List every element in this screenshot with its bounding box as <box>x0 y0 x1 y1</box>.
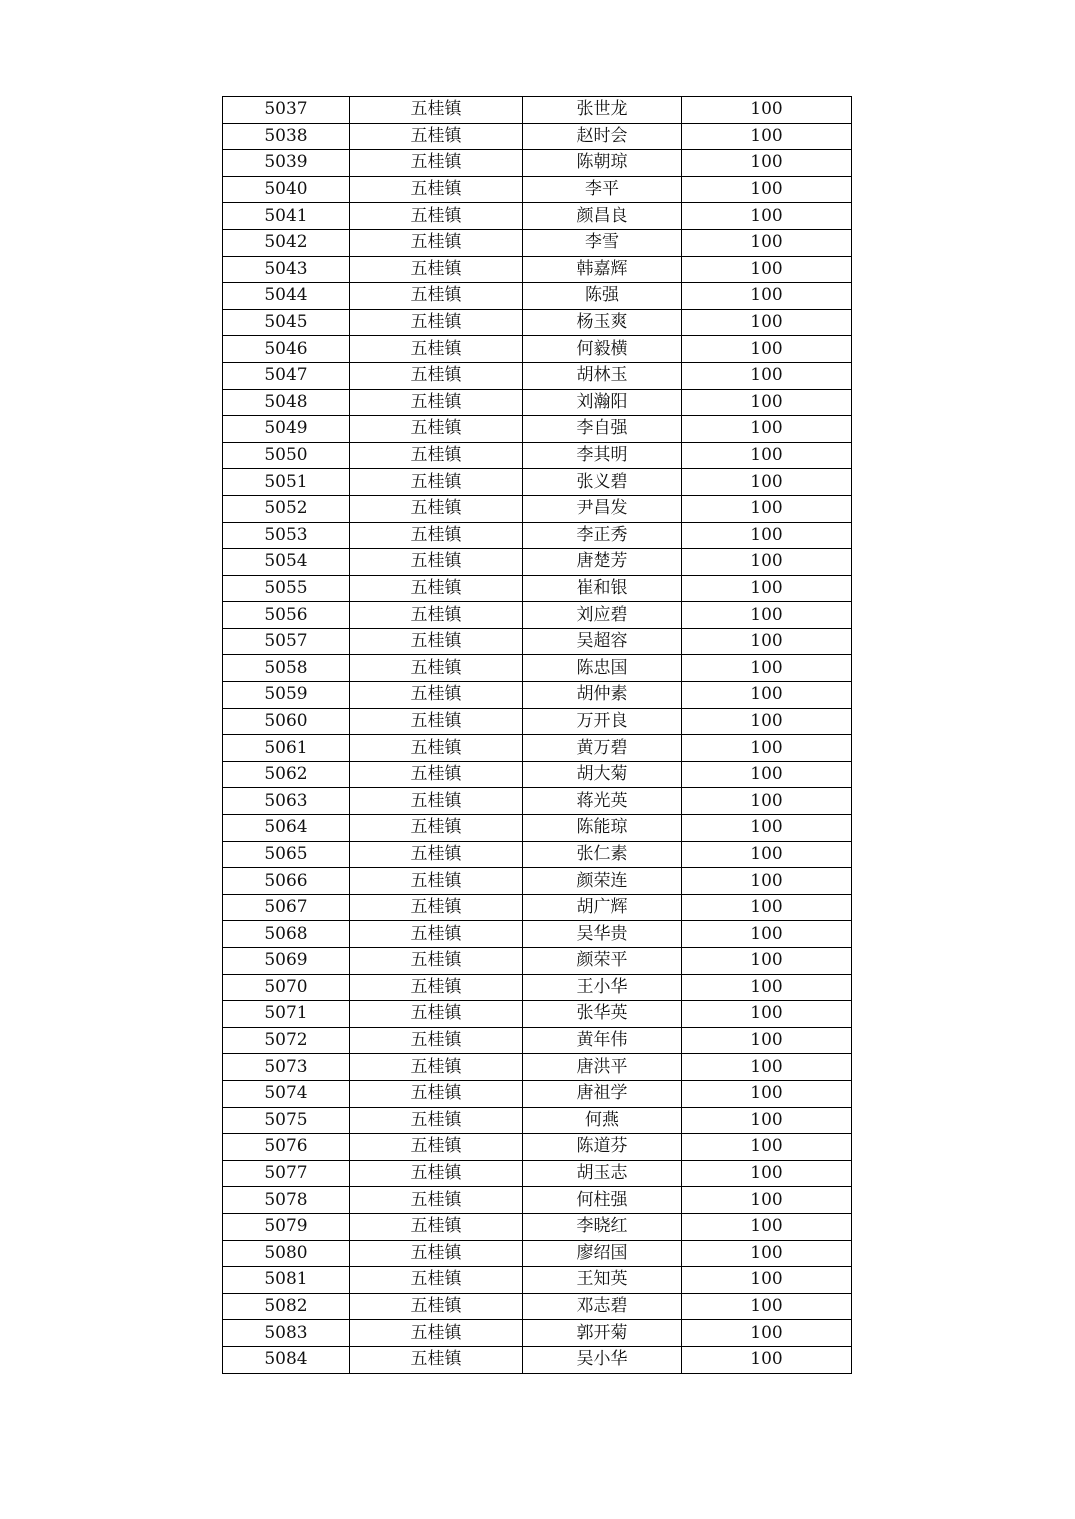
amount-cell: 100 <box>682 1213 852 1240</box>
table-row <box>223 389 852 416</box>
name-cell: 何柱强 <box>523 1187 682 1214</box>
amount-cell: 100 <box>682 628 852 655</box>
amount-cell: 100 <box>682 416 852 443</box>
amount-cell: 100 <box>682 1107 852 1134</box>
row-number-cell: 5070 <box>223 974 350 1001</box>
amount-cell: 100 <box>682 1187 852 1214</box>
town-cell: 五桂镇 <box>350 1134 523 1161</box>
row-number-cell: 5072 <box>223 1027 350 1054</box>
row-number-cell: 5039 <box>223 150 350 177</box>
town-cell: 五桂镇 <box>350 176 523 203</box>
table-row <box>223 416 852 443</box>
row-number-cell: 5071 <box>223 1001 350 1028</box>
row-number-cell: 5043 <box>223 256 350 283</box>
name-cell: 黄万碧 <box>523 735 682 762</box>
name-cell: 胡仲素 <box>523 682 682 709</box>
town-cell: 五桂镇 <box>350 602 523 629</box>
name-cell: 颜荣连 <box>523 868 682 895</box>
table-row <box>223 1080 852 1107</box>
town-cell: 五桂镇 <box>350 1187 523 1214</box>
table-row <box>223 948 852 975</box>
amount-cell: 100 <box>682 682 852 709</box>
amount-cell: 100 <box>682 389 852 416</box>
town-cell: 五桂镇 <box>350 97 523 124</box>
row-number-cell: 5064 <box>223 815 350 842</box>
name-cell: 吴小华 <box>523 1346 682 1373</box>
row-number-cell: 5067 <box>223 894 350 921</box>
amount-cell: 100 <box>682 575 852 602</box>
table-row <box>223 1293 852 1320</box>
row-number-cell: 5051 <box>223 469 350 496</box>
roster-table-body <box>223 97 852 1374</box>
amount-cell: 100 <box>682 336 852 363</box>
row-number-cell: 5073 <box>223 1054 350 1081</box>
amount-cell: 100 <box>682 203 852 230</box>
name-cell: 颜昌良 <box>523 203 682 230</box>
town-cell: 五桂镇 <box>350 655 523 682</box>
name-cell: 刘应碧 <box>523 602 682 629</box>
table-row <box>223 1160 852 1187</box>
name-cell: 陈道芬 <box>523 1134 682 1161</box>
row-number-cell: 5075 <box>223 1107 350 1134</box>
row-number-cell: 5065 <box>223 841 350 868</box>
table-row <box>223 1240 852 1267</box>
town-cell: 五桂镇 <box>350 1346 523 1373</box>
amount-cell: 100 <box>682 1293 852 1320</box>
amount-cell: 100 <box>682 815 852 842</box>
town-cell: 五桂镇 <box>350 868 523 895</box>
name-cell: 张世龙 <box>523 97 682 124</box>
town-cell: 五桂镇 <box>350 1054 523 1081</box>
town-cell: 五桂镇 <box>350 150 523 177</box>
town-cell: 五桂镇 <box>350 283 523 310</box>
amount-cell: 100 <box>682 788 852 815</box>
row-number-cell: 5066 <box>223 868 350 895</box>
name-cell: 刘瀚阳 <box>523 389 682 416</box>
table-row <box>223 176 852 203</box>
roster-table <box>222 96 852 1374</box>
amount-cell: 100 <box>682 309 852 336</box>
amount-cell: 100 <box>682 1001 852 1028</box>
row-number-cell: 5053 <box>223 522 350 549</box>
row-number-cell: 5055 <box>223 575 350 602</box>
table-row <box>223 362 852 389</box>
amount-cell: 100 <box>682 442 852 469</box>
town-cell: 五桂镇 <box>350 1320 523 1347</box>
amount-cell: 100 <box>682 1346 852 1373</box>
row-number-cell: 5081 <box>223 1267 350 1294</box>
town-cell: 五桂镇 <box>350 416 523 443</box>
town-cell: 五桂镇 <box>350 549 523 576</box>
town-cell: 五桂镇 <box>350 921 523 948</box>
row-number-cell: 5058 <box>223 655 350 682</box>
town-cell: 五桂镇 <box>350 1213 523 1240</box>
amount-cell: 100 <box>682 1320 852 1347</box>
amount-cell: 100 <box>682 921 852 948</box>
amount-cell: 100 <box>682 655 852 682</box>
name-cell: 邓志碧 <box>523 1293 682 1320</box>
table-row <box>223 1027 852 1054</box>
amount-cell: 100 <box>682 495 852 522</box>
table-row <box>223 1107 852 1134</box>
table-row <box>223 442 852 469</box>
table-row <box>223 868 852 895</box>
row-number-cell: 5080 <box>223 1240 350 1267</box>
table-row <box>223 682 852 709</box>
name-cell: 张仁素 <box>523 841 682 868</box>
amount-cell: 100 <box>682 549 852 576</box>
name-cell: 李晓红 <box>523 1213 682 1240</box>
name-cell: 李雪 <box>523 229 682 256</box>
town-cell: 五桂镇 <box>350 1001 523 1028</box>
amount-cell: 100 <box>682 735 852 762</box>
town-cell: 五桂镇 <box>350 495 523 522</box>
name-cell: 吴超容 <box>523 628 682 655</box>
amount-cell: 100 <box>682 602 852 629</box>
amount-cell: 100 <box>682 1134 852 1161</box>
amount-cell: 100 <box>682 948 852 975</box>
table-row <box>223 628 852 655</box>
town-cell: 五桂镇 <box>350 229 523 256</box>
table-row <box>223 203 852 230</box>
town-cell: 五桂镇 <box>350 336 523 363</box>
name-cell: 王小华 <box>523 974 682 1001</box>
table-row <box>223 1213 852 1240</box>
row-number-cell: 5041 <box>223 203 350 230</box>
name-cell: 尹昌发 <box>523 495 682 522</box>
table-row <box>223 549 852 576</box>
table-row <box>223 841 852 868</box>
town-cell: 五桂镇 <box>350 1080 523 1107</box>
row-number-cell: 5059 <box>223 682 350 709</box>
table-row <box>223 283 852 310</box>
name-cell: 吴华贵 <box>523 921 682 948</box>
town-cell: 五桂镇 <box>350 761 523 788</box>
table-row <box>223 309 852 336</box>
table-row <box>223 495 852 522</box>
table-row <box>223 1346 852 1373</box>
town-cell: 五桂镇 <box>350 841 523 868</box>
amount-cell: 100 <box>682 362 852 389</box>
table-row <box>223 229 852 256</box>
name-cell: 唐楚芳 <box>523 549 682 576</box>
table-row <box>223 974 852 1001</box>
table-row <box>223 1054 852 1081</box>
amount-cell: 100 <box>682 229 852 256</box>
row-number-cell: 5077 <box>223 1160 350 1187</box>
row-number-cell: 5057 <box>223 628 350 655</box>
name-cell: 胡玉志 <box>523 1160 682 1187</box>
amount-cell: 100 <box>682 1080 852 1107</box>
row-number-cell: 5060 <box>223 708 350 735</box>
town-cell: 五桂镇 <box>350 469 523 496</box>
amount-cell: 100 <box>682 1027 852 1054</box>
name-cell: 陈能琼 <box>523 815 682 842</box>
table-row <box>223 336 852 363</box>
table-row <box>223 256 852 283</box>
amount-cell: 100 <box>682 1160 852 1187</box>
town-cell: 五桂镇 <box>350 894 523 921</box>
row-number-cell: 5062 <box>223 761 350 788</box>
amount-cell: 100 <box>682 974 852 1001</box>
town-cell: 五桂镇 <box>350 1267 523 1294</box>
town-cell: 五桂镇 <box>350 309 523 336</box>
name-cell: 张义碧 <box>523 469 682 496</box>
row-number-cell: 5044 <box>223 283 350 310</box>
name-cell: 蒋光英 <box>523 788 682 815</box>
name-cell: 胡大菊 <box>523 761 682 788</box>
town-cell: 五桂镇 <box>350 1160 523 1187</box>
table-row <box>223 150 852 177</box>
town-cell: 五桂镇 <box>350 256 523 283</box>
town-cell: 五桂镇 <box>350 682 523 709</box>
amount-cell: 100 <box>682 761 852 788</box>
name-cell: 唐洪平 <box>523 1054 682 1081</box>
name-cell: 李自强 <box>523 416 682 443</box>
amount-cell: 100 <box>682 176 852 203</box>
town-cell: 五桂镇 <box>350 1107 523 1134</box>
name-cell: 李其明 <box>523 442 682 469</box>
table-row <box>223 788 852 815</box>
row-number-cell: 5037 <box>223 97 350 124</box>
row-number-cell: 5076 <box>223 1134 350 1161</box>
table-row <box>223 708 852 735</box>
table-row <box>223 735 852 762</box>
row-number-cell: 5047 <box>223 362 350 389</box>
name-cell: 郭开菊 <box>523 1320 682 1347</box>
town-cell: 五桂镇 <box>350 1293 523 1320</box>
amount-cell: 100 <box>682 522 852 549</box>
name-cell: 赵时会 <box>523 123 682 150</box>
row-number-cell: 5068 <box>223 921 350 948</box>
row-number-cell: 5078 <box>223 1187 350 1214</box>
name-cell: 黄年伟 <box>523 1027 682 1054</box>
town-cell: 五桂镇 <box>350 362 523 389</box>
amount-cell: 100 <box>682 708 852 735</box>
name-cell: 颜荣平 <box>523 948 682 975</box>
town-cell: 五桂镇 <box>350 948 523 975</box>
table-row <box>223 602 852 629</box>
name-cell: 陈朝琼 <box>523 150 682 177</box>
row-number-cell: 5063 <box>223 788 350 815</box>
row-number-cell: 5046 <box>223 336 350 363</box>
row-number-cell: 5049 <box>223 416 350 443</box>
name-cell: 李正秀 <box>523 522 682 549</box>
name-cell: 张华英 <box>523 1001 682 1028</box>
row-number-cell: 5083 <box>223 1320 350 1347</box>
name-cell: 陈强 <box>523 283 682 310</box>
amount-cell: 100 <box>682 123 852 150</box>
table-row <box>223 1320 852 1347</box>
row-number-cell: 5084 <box>223 1346 350 1373</box>
town-cell: 五桂镇 <box>350 522 523 549</box>
amount-cell: 100 <box>682 256 852 283</box>
town-cell: 五桂镇 <box>350 442 523 469</box>
name-cell: 何毅横 <box>523 336 682 363</box>
amount-cell: 100 <box>682 150 852 177</box>
table-row <box>223 1267 852 1294</box>
name-cell: 陈忠国 <box>523 655 682 682</box>
amount-cell: 100 <box>682 283 852 310</box>
name-cell: 杨玉爽 <box>523 309 682 336</box>
name-cell: 何燕 <box>523 1107 682 1134</box>
row-number-cell: 5074 <box>223 1080 350 1107</box>
town-cell: 五桂镇 <box>350 575 523 602</box>
amount-cell: 100 <box>682 469 852 496</box>
row-number-cell: 5054 <box>223 549 350 576</box>
name-cell: 廖绍国 <box>523 1240 682 1267</box>
table-row <box>223 97 852 124</box>
row-number-cell: 5038 <box>223 123 350 150</box>
name-cell: 李平 <box>523 176 682 203</box>
amount-cell: 100 <box>682 894 852 921</box>
town-cell: 五桂镇 <box>350 628 523 655</box>
amount-cell: 100 <box>682 868 852 895</box>
town-cell: 五桂镇 <box>350 974 523 1001</box>
town-cell: 五桂镇 <box>350 389 523 416</box>
town-cell: 五桂镇 <box>350 1027 523 1054</box>
row-number-cell: 5079 <box>223 1213 350 1240</box>
town-cell: 五桂镇 <box>350 788 523 815</box>
town-cell: 五桂镇 <box>350 1240 523 1267</box>
table-row <box>223 761 852 788</box>
name-cell: 王知英 <box>523 1267 682 1294</box>
name-cell: 胡广辉 <box>523 894 682 921</box>
table-row <box>223 469 852 496</box>
table-row <box>223 575 852 602</box>
table-row <box>223 123 852 150</box>
town-cell: 五桂镇 <box>350 123 523 150</box>
table-row <box>223 1187 852 1214</box>
table-row <box>223 921 852 948</box>
table-row <box>223 894 852 921</box>
row-number-cell: 5082 <box>223 1293 350 1320</box>
row-number-cell: 5056 <box>223 602 350 629</box>
table-row <box>223 655 852 682</box>
name-cell: 胡林玉 <box>523 362 682 389</box>
town-cell: 五桂镇 <box>350 708 523 735</box>
row-number-cell: 5069 <box>223 948 350 975</box>
town-cell: 五桂镇 <box>350 203 523 230</box>
row-number-cell: 5061 <box>223 735 350 762</box>
name-cell: 唐祖学 <box>523 1080 682 1107</box>
amount-cell: 100 <box>682 97 852 124</box>
town-cell: 五桂镇 <box>350 815 523 842</box>
table-row <box>223 815 852 842</box>
amount-cell: 100 <box>682 841 852 868</box>
name-cell: 崔和银 <box>523 575 682 602</box>
row-number-cell: 5050 <box>223 442 350 469</box>
row-number-cell: 5042 <box>223 229 350 256</box>
table-row <box>223 1001 852 1028</box>
amount-cell: 100 <box>682 1267 852 1294</box>
table-row <box>223 1134 852 1161</box>
amount-cell: 100 <box>682 1054 852 1081</box>
town-cell: 五桂镇 <box>350 735 523 762</box>
name-cell: 万开良 <box>523 708 682 735</box>
table-row <box>223 522 852 549</box>
row-number-cell: 5045 <box>223 309 350 336</box>
name-cell: 韩嘉辉 <box>523 256 682 283</box>
row-number-cell: 5040 <box>223 176 350 203</box>
amount-cell: 100 <box>682 1240 852 1267</box>
row-number-cell: 5048 <box>223 389 350 416</box>
row-number-cell: 5052 <box>223 495 350 522</box>
